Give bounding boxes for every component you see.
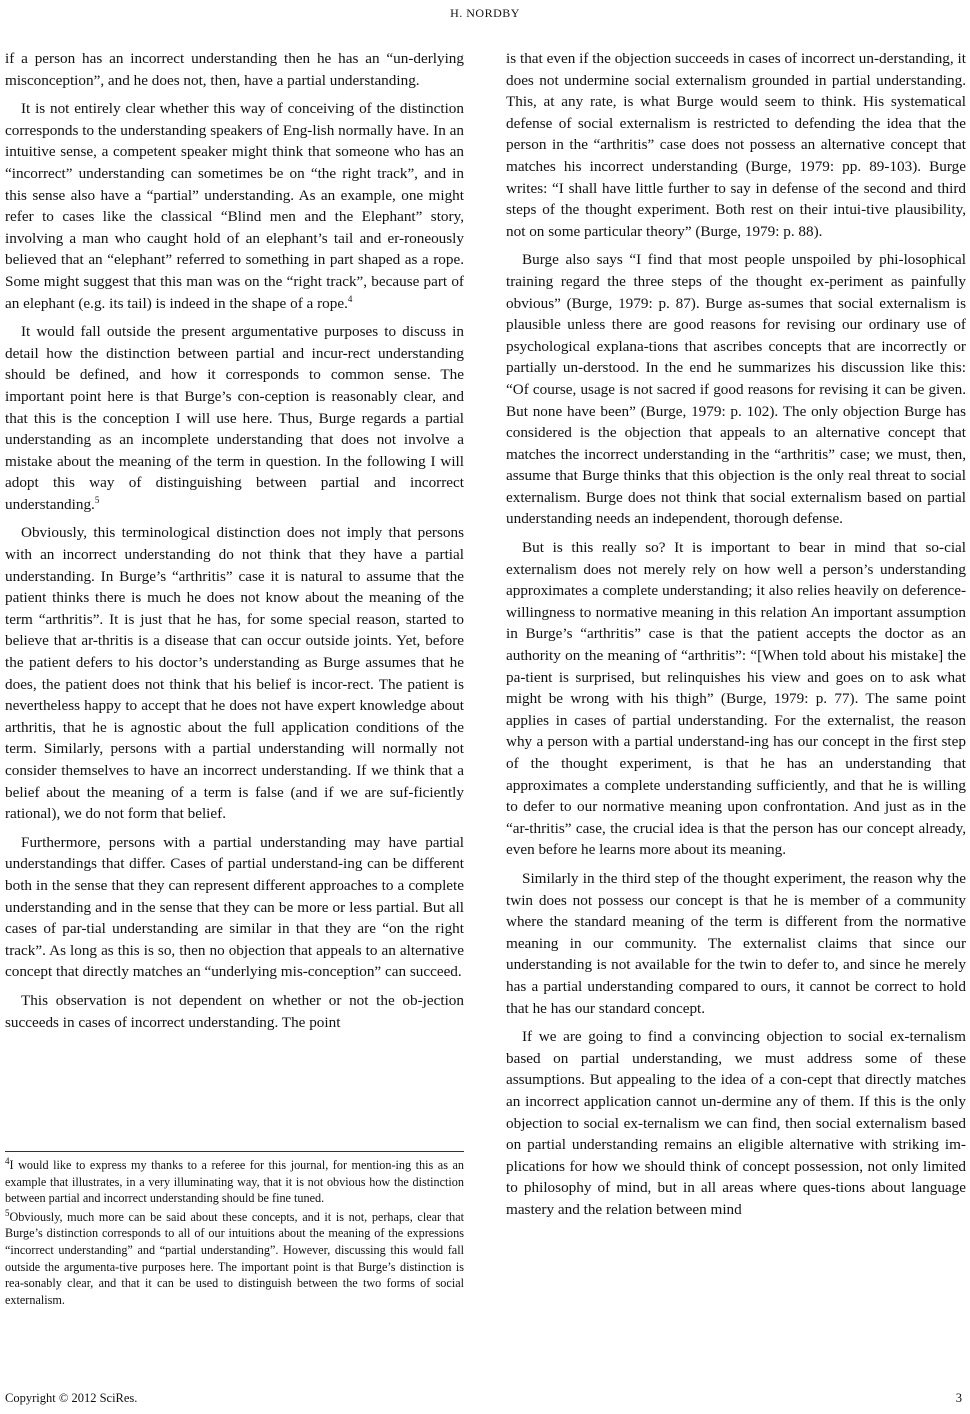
footnote-ref[interactable]: 5 <box>94 494 100 505</box>
paragraph: Similarly in the third step of the thought experiment, the reason why the twin does not possess our concept is that he is member of a community where the standard meaning of the term is different from the normative meaning in our community. The externalist claims that since our understanding is not available for the twin to defer to, and since he merely has a partial understanding compared to ours, it cannot be correct to hold that he has our standard concept. <box>506 869 966 1017</box>
paragraph: This observation is not dependent on whether or not the ob-jection succeeds in cases of incorrect understanding. The point <box>5 991 464 1031</box>
paragraph: Obviously, this terminological distinction does not imply that persons with an incorrect understanding do not think that they have a partial understanding. In Burge’s “arthritis” case it is natural to assume that the patient thinks there is much he does not know about the meaning of the term “arthritis”. It is just that he has, for some special reason, started to believe that ar-thritis is a disease that can occur outside joints. Yet, before the patient defers to his doctor’s understanding as Burge assumes that he does, the patient does not think that his belief is incor-rect. The patient is nevertheless happy to accept that he does not have expert knowledge about arthritis, that he is agnostic about the full application conditions of the term. Similarly, persons with a partial understanding will normally not consider themselves to have an incorrect understanding. If we think that a belief about the meaning of a term is false (and if we are suf-ficiently rational), we do not form that belief. <box>5 524 464 823</box>
paragraph: But is this really so? It is important to bear in mind that so-cial externalism does not merely rely on how well a person’s understanding approximates a complete understanding; it also relies heavily on deference-willingness to normative meaning in this relation An important assumption in Burge’s “arthritis” case is that the patient accepts the doctor as an authority on the meaning of “arthritis”: “[When told about his mistake] the pa-tient is surprised, but relinquishes his view and goes on to ask what might be wrong with his thigh” (Burge, 1979: p. 77). The same point applies in cases of partial understanding. For the externalist, the reason why a person with a partial understand-ing has our concept in the first step of the thought experiment, is that he has an understanding that approximates a complete understanding sufficiently, and that he is willing to defer to our normative meaning upon confrontation. And just as in the “ar-thritis” case, the crucial idea is that the person has our concept already, even before he learns more about its meaning. <box>506 539 966 859</box>
paragraph: If we are going to find a convincing objection to social ex-ternalism based on partial understanding, we must address some of these assumptions. But appealing to the idea of a con-cept that directly matches an incorrect application cannot un-dermine any of them. If this is the only objection to social ex-ternalism we can find, then social externalism based on partial understanding remains an eligible alternative with striking im-plications for how we should think of concept possession, not only limited to philosophy of mind, but in all areas where ques-tions about language mastery and the relation between mind <box>506 1028 966 1218</box>
footnote-ref[interactable]: 4 <box>347 293 353 304</box>
footnote: $^5$Obviously, much more can be said about these concepts, and it is not, perhaps, clear that Burge’s distinction corresponds to all of our intuitions about the meaning of the expressions “incorrect understanding” and “partial understanding”. However, discussing this would fall outside the argumenta-tive purposes here. The important point is that Burge’s distinction is rea-sonably clear, and that it can be used to distinguish between the two forms of social externalism. <box>5 1207 464 1307</box>
running-header: H. NORDBY <box>450 6 520 20</box>
paragraph: Burge also says “I find that most people unspoiled by phi-losophical training regard the three steps of the thought ex-periment as painfully obvious” (Burge, 1979: p. 87). Burge as-sumes that social externalism is plausible unless there are good reasons for revising our ordinary use of psychological explana-tions that ascribes concepts that are incorrectly or partially un-derstood. In the end he summarizes his discussion like this: “Of course, usage is not sacred if good reasons for revising it can be given. But none have been” (Burge, 1979: p. 102). The only objection Burge has considered is the objection that appeals to an alternative concept that matches the incorrect understanding in the “arthritis” case; we must, then, assume that Burge thinks that this objection is the only real threat to social externalism. Burge does not think that social externalism based on partial understanding needs an independent, thorough defense. <box>506 251 966 528</box>
left-column <box>5 48 464 1040</box>
paragraph: It would fall outside the present argumentative purposes to discuss in detail how the distinction between partial and incur-rect understanding should be defined, and how it corresponds to common sense. The important point here is that Burge’s con-ception is reasonably clear, and that this is the conception I will use here. Thus, Burge regards a partial understanding as an incomplete understanding that does not involve a mistake about the meaning of the term in question. In the following I will adopt this way of distinguishing between partial and incorrect understanding.$^5$ <box>5 323 464 513</box>
page-number: 3 <box>955 1391 962 1405</box>
copyright-notice: Copyright © 2012 SciRes. <box>5 1391 138 1405</box>
right-column <box>506 48 966 1227</box>
footnotes <box>5 1157 464 1310</box>
paragraph: if a person has an incorrect understanding then he has an “un-derlying misconception”, and he does not, then, have a partial understanding. <box>5 50 464 89</box>
paragraph: It is not entirely clear whether this way of conceiving of the distinction corresponds to the understanding speakers of Eng-lish normally have. In an intuitive sense, a competent speaker might think that someone who has an “incorrect” understanding can sometimes be on “the right track”, and in this sense also have a “partial” understanding. As an example, one might refer to cases like the classical “Blind men and the Elephant” story, involving a man who caught hold of an elephant’s tail and er-roneously believed that an “elephant” referred to something in part shaped as a rope. Some might suggest that this man was on the “right track”, because part of an elephant (e.g. its tail) is indeed in the shape of a rope.$^4$ <box>5 100 464 312</box>
footnote: $^4$I would like to express my thanks to a referee for this journal, for mention-ing this as an example that illustrates, in a very illuminating way, that it is not obvious how the distinction between partial and incorrect understanding should be fine tuned. <box>5 1155 464 1206</box>
paragraph: Furthermore, persons with a partial understanding may have partial understandings that differ. Cases of partial understand-ing can be different both in the sense that they can represent different approaches to a complete understanding and in the sense that they can be more or less partial. But all cases of par-tial understanding are similar in that they are “on the right track”. As long as this is so, then no objection that appeals to an alternative concept that directly matches an “underlying mis-conception” can succeed. <box>5 833 464 981</box>
paragraph: is that even if the objection succeeds in cases of incorrect un-derstanding, it does not undermine social externalism grounded in partial understanding. This, at any rate, is what Burge would seem to think. His systematical defense of social externalism is restricted to defending the idea that the person in the “arthritis” case does not possess an alternative concept that matches his incorrect understanding (Burge, 1979: pp. 89-103). Burge writes: “I shall have little further to say in defense of the second and third steps of the thought experiment. Both rest on their intui-tive plausibility, not on some particular theory” (Burge, 1979: p. 88). <box>506 50 966 240</box>
footnote-divider <box>5 1151 464 1152</box>
